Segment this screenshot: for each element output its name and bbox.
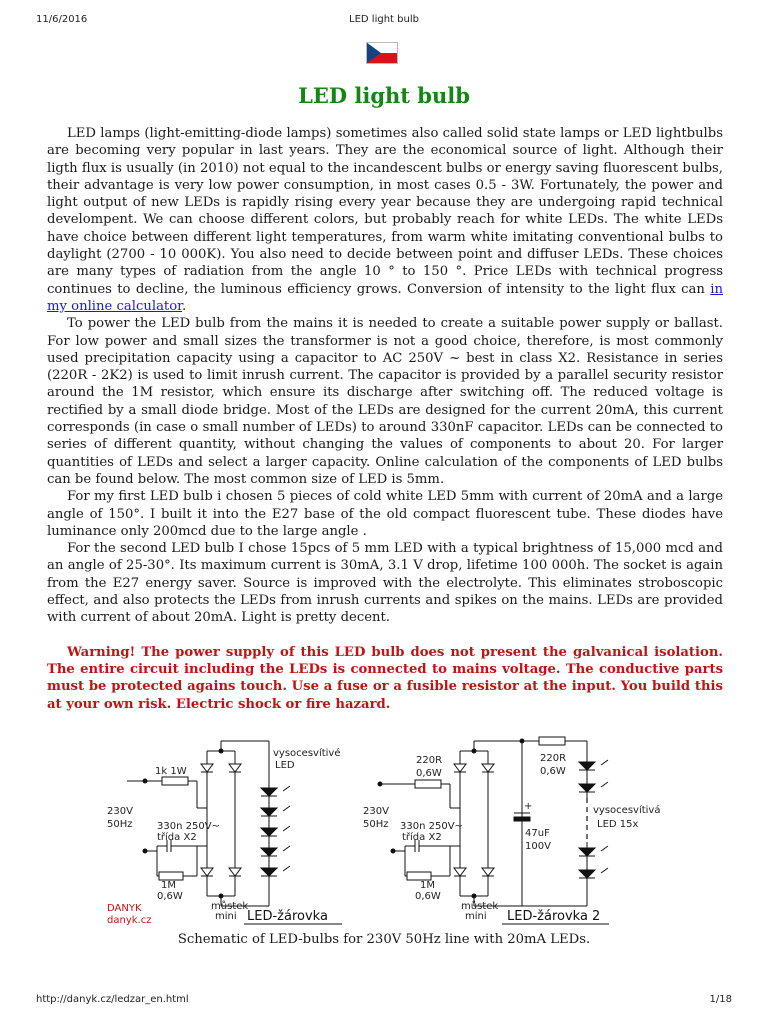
article-body bbox=[47, 125, 723, 713]
right-schematic-title: LED-žárovka 2 bbox=[507, 909, 601, 924]
right-bridge-label-2: mini bbox=[465, 911, 487, 922]
right-bridge-label-1: můstek bbox=[461, 901, 499, 912]
right-resistor-bottom-label: 1M bbox=[420, 880, 435, 891]
left-schematic-title: LED-žárovka bbox=[247, 909, 328, 924]
right-led-label: vysocesvítivá bbox=[593, 805, 661, 816]
right-resistor-out-label: 220R bbox=[540, 753, 567, 764]
print-footer bbox=[36, 994, 732, 1010]
online-calculator-link[interactable]: in my online calculator bbox=[47, 281, 723, 314]
right-electrolytic-value-label: 47uF bbox=[525, 828, 550, 839]
left-capacitor-label: 330n 250V~ bbox=[157, 821, 220, 832]
second-bulb-paragraph: For the second LED bulb I chose 15pcs of 5 mm LED with a typical brightness of 15,000 mcd and an angle of 25-30°. Its maximum current is 30mA, 3.1 V drop, lifetime 100 000h. The socket is again from the E27 energy saver. Source is improved with the electrolyte. This eliminates stroboscopic effect, and also protects the LEDs from inrush currents and spikes on the mains. LEDs are provided with current of about 20mA. Light is pretty decent. bbox=[47, 541, 723, 626]
safety-warning: Warning! The power supply of this LED bulb does not present the galvanical isolation. The entire circuit including the LEDs is connected to mains voltage. The conductive parts must be protected agains touch. Use a fuse or a fusible resistor at the input. You build this at your own risk. Electric shock or fire hazard. bbox=[47, 644, 723, 712]
czech-flag-icon[interactable] bbox=[366, 42, 398, 64]
left-resistor-bottom-label: 1M bbox=[161, 880, 176, 891]
left-led-label-1: vysocesvítivé bbox=[273, 748, 341, 759]
intro-text: LED lamps (light-emitting-diode lamps) sometimes also called solid state lamps or LED lightbulbs are becoming very popular in last years. They are the economical source of light. Although their ligth flux is usually (in 2010) not equal to the incandescent bulbs or energy saving fluorescent bulbs, their advantage is very low power consumption, in most cases 0.5 - 3W. Fortunately, the power and light output of new LEDs is rapidly rising every year because they are undergoing rapid technical develompent. We can choose different colors, but probably reach for white LEDs. The white LEDs have choice between different light temperatures, from warm white imitating conventional bulbs to daylight (2700 - 10 000K). You also need to decide between point and diffuser LEDs. These choices are many types of radiation from the angle 10 ° to 150 °. Price LEDs with technical progress continues to decline, the luminous efficiency grows. Conversion of intensity to the light flux can bbox=[47, 126, 723, 297]
right-electrolytic-voltage-label: 100V bbox=[525, 841, 551, 852]
led-bulb-schematics bbox=[97, 736, 661, 929]
print-page-number: 1/18 bbox=[709, 994, 732, 1005]
right-frequency-label: 50Hz bbox=[363, 819, 389, 830]
page-title: LED light bulb bbox=[298, 83, 470, 108]
left-frequency-label: 50Hz bbox=[107, 819, 133, 830]
left-led-label-2: LED bbox=[275, 760, 295, 771]
right-resistor-in-label: 220R bbox=[416, 755, 443, 766]
watermark-url: danyk.cz bbox=[107, 915, 152, 926]
left-capacitor-class-label: třída X2 bbox=[157, 832, 197, 843]
intro-end: . bbox=[182, 298, 187, 314]
right-electrolytic-plus: + bbox=[524, 801, 533, 812]
first-bulb-paragraph: For my first LED bulb i chosen 5 pieces of cold white LED 5mm with current of 20mA and a large angle of 150°. I built it into the E27 base of the old compact fluorescent tube. These diodes have luminance only 200mcd due to the large angle . bbox=[47, 489, 723, 539]
right-voltage-label: 230V bbox=[363, 806, 389, 817]
print-header bbox=[36, 14, 732, 30]
left-bridge-label-1: můstek bbox=[211, 901, 249, 912]
print-url: http://danyk.cz/ledzar_en.html bbox=[36, 994, 189, 1005]
left-voltage-label: 230V bbox=[107, 806, 133, 817]
intro-paragraph bbox=[47, 125, 723, 315]
right-capacitor-class-label: třída X2 bbox=[402, 832, 442, 843]
right-led-count-label: LED 15x bbox=[597, 819, 639, 830]
right-capacitor-label: 330n 250V~ bbox=[400, 821, 463, 832]
print-page-title: LED light bulb bbox=[349, 14, 419, 25]
schematic-caption: Schematic of LED-bulbs for 230V 50Hz line with 20mA LEDs. bbox=[177, 932, 591, 947]
right-resistor-bottom-power-label: 0,6W bbox=[415, 891, 441, 902]
left-resistor-top-label: 1k 1W bbox=[155, 766, 187, 777]
watermark-name: DANYK bbox=[107, 903, 142, 914]
right-resistor-out-power-label: 0,6W bbox=[540, 766, 566, 777]
left-bridge-label-2: mini bbox=[215, 911, 237, 922]
left-resistor-bottom-power-label: 0,6W bbox=[157, 891, 183, 902]
print-date: 11/6/2016 bbox=[36, 14, 88, 25]
right-resistor-in-power-label: 0,6W bbox=[416, 768, 442, 779]
power-supply-paragraph: To power the LED bulb from the mains it is needed to create a suitable power supply or ballast. For low power and small sizes the transformer is not a good choice, therefore, is most commonly used precipitation capacity using a capacitor to AC 250V ~ best in class X2. Resistance in series (220R - 2K2) is used to limit inrush current. The capacitor is provided by a parallel security resistor around the 1M resistor, which ensure its discharge after switching off. The reduced voltage is rectified by a small diode bridge. Most of the LEDs are designed for the current 20mA, this current corresponds (in case o small number of LEDs) to around 330nF capacitor. LEDs can be connected to series of different quantity, without changing the values of components to about 20. For larger quantities of LEDs and select a larger capacity. Online calculation of the components of LED bulbs can be found below. The most common size of LED is 5mm. bbox=[47, 316, 723, 487]
